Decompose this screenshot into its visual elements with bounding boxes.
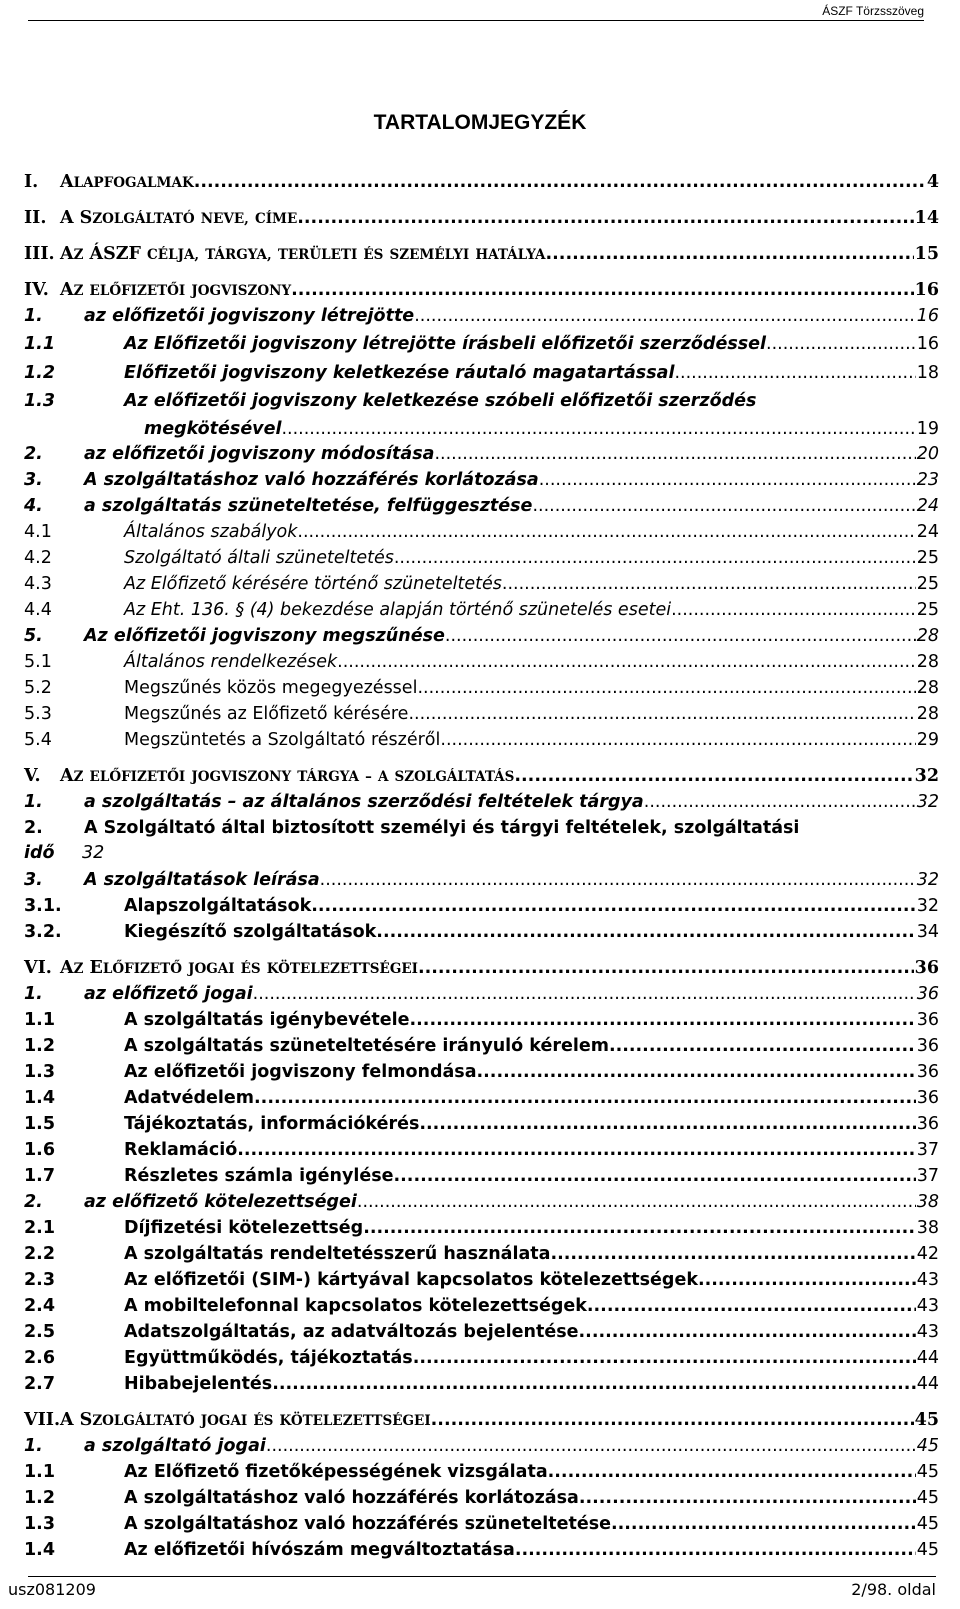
toc-entry[interactable] bbox=[24, 1059, 939, 1085]
toc-entry-title: Az előfizetői jogviszony megszűnése bbox=[84, 626, 445, 646]
toc-entry[interactable] bbox=[24, 1407, 939, 1433]
toc-entry[interactable] bbox=[24, 545, 939, 571]
toc-leader-dots bbox=[550, 1241, 915, 1267]
toc-entry-number: 2.2 bbox=[24, 1244, 56, 1264]
toc-entry-title: AZ ÁSZF CÉLJA, TÁRGYA, TERÜLETI ÉS SZEMÉLYI HATÁLYA bbox=[60, 244, 546, 264]
toc-entry[interactable] bbox=[24, 277, 939, 303]
toc-leader-dots bbox=[546, 241, 914, 267]
toc-leader-dots bbox=[609, 1033, 916, 1059]
toc-entry-number: 3.1. bbox=[24, 896, 62, 916]
toc-entry-number: III. bbox=[24, 244, 55, 264]
toc-entry-title: az előfizetői jogviszony módosítása bbox=[84, 444, 435, 464]
toc-entry-number: 1. bbox=[24, 984, 43, 1004]
toc-leader-dots bbox=[266, 1433, 916, 1459]
toc-entry-page: 36 bbox=[916, 1114, 939, 1134]
toc-entry-number: 5.3 bbox=[24, 704, 52, 724]
toc-entry[interactable] bbox=[24, 1111, 939, 1137]
toc-entry[interactable] bbox=[24, 623, 939, 649]
toc-entry-page: 45 bbox=[916, 1540, 939, 1560]
toc-entry-number: II. bbox=[24, 208, 47, 228]
toc-entry-title: A szolgáltatáshoz való hozzáférés korlátozása bbox=[84, 470, 539, 490]
toc-entry[interactable] bbox=[24, 1511, 939, 1537]
toc-leader-dots bbox=[410, 1007, 916, 1033]
toc-entry[interactable] bbox=[24, 388, 939, 414]
toc-entry-number: 1.2 bbox=[24, 1488, 56, 1508]
toc-entry[interactable] bbox=[24, 467, 939, 493]
toc-entry-number: 3.2. bbox=[24, 922, 62, 942]
toc-entry[interactable] bbox=[24, 867, 939, 893]
toc-entry-page: 28 bbox=[916, 652, 939, 672]
toc-entry-title: Adatszolgáltatás, az adatváltozás bejelentése bbox=[124, 1322, 579, 1342]
toc-entry-number: 1. bbox=[24, 792, 43, 812]
toc-entry[interactable] bbox=[24, 360, 939, 386]
toc-leader-dots bbox=[587, 1293, 916, 1319]
toc-entry-number: IV. bbox=[24, 280, 49, 300]
toc-entry-number: 3. bbox=[24, 870, 43, 890]
toc-entry-number: 1.3 bbox=[24, 1062, 56, 1082]
toc-entry-title: ALAPFOGALMAK bbox=[60, 172, 194, 192]
toc-entry-page: 16 bbox=[914, 280, 939, 300]
toc-entry-page: 45 bbox=[914, 1410, 939, 1430]
toc-entry-number: V. bbox=[24, 766, 41, 786]
toc-entry-page: 45 bbox=[916, 1462, 939, 1482]
page-number: 2/98. oldal bbox=[851, 1580, 936, 1599]
page-title: TARTALOMJEGYZÉK bbox=[373, 111, 587, 134]
toc-entry-page: 24 bbox=[916, 522, 939, 542]
toc-entry-title: AZ ELŐFIZETŐ JOGAI ÉS KÖTELEZETTSÉGEI bbox=[60, 958, 418, 978]
toc-entry-title: a szolgáltató jogai bbox=[84, 1436, 266, 1456]
toc-entry[interactable] bbox=[24, 169, 939, 195]
toc-entry-number: 4.4 bbox=[24, 600, 52, 620]
toc-entry[interactable] bbox=[24, 893, 939, 919]
toc-entry-title: a szolgáltatás szüneteltetése, felfüggesztése bbox=[84, 496, 533, 516]
toc-entry-number: 2.3 bbox=[24, 1270, 56, 1290]
toc-entry-number: 1.4 bbox=[24, 1088, 56, 1108]
toc-entry[interactable] bbox=[24, 1267, 939, 1293]
toc-entry-number: 4.1 bbox=[24, 522, 52, 542]
toc-leader-dots bbox=[311, 893, 915, 919]
toc-entry-page: 44 bbox=[916, 1348, 939, 1368]
toc-entry[interactable] bbox=[24, 1485, 939, 1511]
toc-entry[interactable] bbox=[24, 441, 939, 467]
toc-entry-title: A mobiltelefonnal kapcsolatos kötelezettségek bbox=[124, 1296, 587, 1316]
toc-entry[interactable] bbox=[24, 1085, 939, 1111]
toc-entry-page: 25 bbox=[916, 574, 939, 594]
toc-entry-title: Kiegészítő szolgáltatások bbox=[124, 922, 377, 942]
toc-entry-title: Díjfizetési kötelezettség bbox=[124, 1218, 364, 1238]
toc-leader-dots bbox=[579, 1319, 916, 1345]
toc-leader-dots bbox=[254, 1085, 916, 1111]
toc-entry-title: AZ ELŐFIZETŐI JOGVISZONY TÁRGYA – A SZOLGÁLTATÁS bbox=[60, 766, 515, 786]
toc-entry-title: AZ ELŐFIZETŐI JOGVISZONY bbox=[60, 280, 292, 300]
toc-entry-number: 5.4 bbox=[24, 730, 52, 750]
toc-entry-number: VI. bbox=[24, 958, 52, 978]
toc-entry-page: 32 bbox=[916, 792, 939, 812]
toc-entry[interactable] bbox=[24, 241, 939, 267]
toc-leader-dots bbox=[363, 1215, 916, 1241]
toc-leader-dots bbox=[671, 597, 916, 623]
toc-entry-number: 1.6 bbox=[24, 1140, 56, 1160]
toc-leader-dots bbox=[419, 1111, 915, 1137]
toc-entry-page: 28 bbox=[916, 626, 939, 646]
toc-entry[interactable] bbox=[24, 1459, 939, 1485]
toc-entry-page: 25 bbox=[916, 548, 939, 568]
toc-leader-dots bbox=[394, 545, 916, 571]
toc-entry-page: 45 bbox=[916, 1514, 939, 1534]
toc-entry[interactable] bbox=[24, 1293, 939, 1319]
toc-entry-number: 2.7 bbox=[24, 1374, 56, 1394]
toc-entry-page: 29 bbox=[916, 730, 939, 750]
toc-entry-title: a szolgáltatás – az általános szerződési feltételek tárgya bbox=[84, 792, 644, 812]
toc-entry-page: 32 bbox=[916, 896, 939, 916]
toc-entry[interactable] bbox=[24, 649, 939, 675]
toc-entry-title: Hibabejelentés bbox=[124, 1374, 273, 1394]
toc-entry-page: 14 bbox=[914, 208, 939, 228]
page-footer bbox=[0, 1576, 960, 1602]
toc-leader-dots bbox=[291, 277, 913, 303]
toc-entry-number: 4.3 bbox=[24, 574, 52, 594]
toc-entry-number: 1.3 bbox=[24, 1514, 56, 1534]
toc-entry-title: A szolgáltatáshoz való hozzáférés korlátozása bbox=[124, 1488, 579, 1508]
toc-entry-page: 36 bbox=[916, 1062, 939, 1082]
toc-entry[interactable] bbox=[24, 763, 939, 789]
toc-entry-number: 2.6 bbox=[24, 1348, 56, 1368]
toc-entry-title: Az Előfizető kérésére történő szüneteltetés bbox=[124, 574, 502, 594]
toc-entry-page: 43 bbox=[916, 1270, 939, 1290]
toc-entry-title: az előfizető jogai bbox=[84, 984, 253, 1004]
toc-entry-title: A SZOLGÁLTATÓ JOGAI ÉS KÖTELEZETTSÉGEI bbox=[60, 1410, 431, 1430]
toc-entry-page: 18 bbox=[916, 363, 939, 383]
toc-entry-title: Részletes számla igénylése bbox=[124, 1166, 394, 1186]
toc-entry[interactable] bbox=[24, 981, 939, 1007]
toc-leader-dots bbox=[611, 1511, 916, 1537]
toc-entry-title: A szolgáltatások leírása bbox=[84, 870, 320, 890]
toc-entry-title: A szolgáltatás igénybevétele bbox=[124, 1010, 410, 1030]
toc-entry-title: Az Eht. 136. § (4) bekezdése alapján történő szünetelés esetei bbox=[124, 600, 672, 620]
toc-entry-number: 1.1 bbox=[24, 1462, 56, 1482]
toc-entry-number: 2.4 bbox=[24, 1296, 56, 1316]
toc-entry-page: 37 bbox=[916, 1140, 939, 1160]
toc-entry-number: I. bbox=[24, 172, 39, 192]
toc-entry[interactable] bbox=[24, 1319, 939, 1345]
toc-entry-page: 45 bbox=[916, 1436, 939, 1456]
toc-leader-dots bbox=[502, 571, 916, 597]
toc-entry-number: 4.2 bbox=[24, 548, 52, 568]
toc-entry-page: 38 bbox=[916, 1218, 939, 1238]
toc-entry-title: az előfizetői jogviszony létrejötte bbox=[84, 306, 415, 326]
toc-leader-dots bbox=[414, 303, 916, 329]
toc-entry-number: 2. bbox=[24, 444, 43, 464]
toc-leader-dots bbox=[297, 205, 913, 231]
toc-leader-dots bbox=[514, 763, 913, 789]
footer-rule bbox=[28, 1576, 936, 1577]
toc-entry-title: Az előfizetői (SIM-) kártyával kapcsolatos kötelezettségek bbox=[124, 1270, 698, 1290]
toc-entry-page: 38 bbox=[916, 1192, 939, 1212]
toc-entry-number: 2.5 bbox=[24, 1322, 56, 1342]
document-id: usz081209 bbox=[8, 1580, 96, 1599]
toc-entry-page: 15 bbox=[914, 244, 939, 264]
toc-entry-title: A SZOLGÁLTATÓ NEVE, CÍME bbox=[60, 208, 298, 228]
toc-leader-dots bbox=[644, 789, 916, 815]
toc-entry[interactable] bbox=[24, 416, 939, 442]
toc-entry-title: Az előfizetői jogviszony keletkezése szóbeli előfizetői szerződés bbox=[124, 391, 757, 411]
toc-leader-dots bbox=[418, 955, 914, 981]
toc-leader-dots bbox=[297, 519, 915, 545]
toc-entry-number: idő bbox=[24, 843, 55, 863]
toc-entry-page: 34 bbox=[916, 922, 939, 942]
toc-leader-dots bbox=[674, 360, 915, 386]
toc-entry-title: megkötésével bbox=[144, 419, 282, 439]
toc-entry-page: 36 bbox=[916, 1088, 939, 1108]
toc-leader-dots bbox=[408, 701, 915, 727]
toc-entry[interactable] bbox=[24, 1241, 939, 1267]
toc-entry[interactable] bbox=[24, 955, 939, 981]
toc-leader-dots bbox=[477, 1059, 916, 1085]
toc-leader-dots bbox=[579, 1485, 916, 1511]
toc-entry-number: 4. bbox=[24, 496, 43, 516]
toc-leader-dots bbox=[440, 727, 915, 753]
toc-entry-title: Általános szabályok bbox=[124, 522, 298, 542]
toc-entry[interactable] bbox=[24, 1033, 939, 1059]
toc-entry-title: Általános rendelkezések bbox=[124, 652, 338, 672]
toc-leader-dots bbox=[539, 467, 916, 493]
toc-entry-title: Megszűnés közös megegyezéssel bbox=[124, 678, 418, 698]
toc-entry-number: 1.7 bbox=[24, 1166, 56, 1186]
toc-leader-dots bbox=[532, 493, 915, 519]
toc-entry-number: 1.4 bbox=[24, 1540, 56, 1560]
toc-entry-number: 3. bbox=[24, 470, 43, 490]
toc-entry-number: 1. bbox=[24, 306, 43, 326]
toc-entry-number: 1.2 bbox=[24, 1036, 56, 1056]
toc-leader-dots bbox=[376, 919, 915, 945]
toc-entry-page: 36 bbox=[914, 958, 939, 978]
toc-entry-number: 1.3 bbox=[24, 391, 56, 411]
toc-entry-page: 32 bbox=[916, 870, 939, 890]
toc-entry[interactable] bbox=[24, 519, 939, 545]
toc-entry-page: 36 bbox=[916, 1010, 939, 1030]
toc-entry[interactable] bbox=[24, 919, 939, 945]
toc-entry[interactable] bbox=[24, 1537, 939, 1563]
toc-leader-dots bbox=[194, 169, 926, 195]
toc-entry-page: 32 bbox=[914, 766, 939, 786]
toc-leader-dots bbox=[272, 1371, 915, 1397]
toc-leader-dots bbox=[417, 675, 915, 701]
toc-leader-dots bbox=[337, 649, 916, 675]
toc-entry-page: 42 bbox=[916, 1244, 939, 1264]
toc-entry[interactable] bbox=[24, 205, 939, 231]
toc-entry-title: Szolgáltató általi szüneteltetés bbox=[124, 548, 394, 568]
toc-entry[interactable] bbox=[24, 789, 939, 815]
toc-entry-page: 32 bbox=[82, 843, 105, 863]
toc-entry-number: 1. bbox=[24, 1436, 43, 1456]
toc-entry-page: 36 bbox=[916, 1036, 939, 1056]
toc-entry[interactable] bbox=[24, 1189, 939, 1215]
toc-entry[interactable] bbox=[24, 493, 939, 519]
toc-leader-dots bbox=[413, 1345, 916, 1371]
toc-entry[interactable] bbox=[24, 1007, 939, 1033]
toc-leader-dots bbox=[431, 1407, 914, 1433]
toc-entry[interactable] bbox=[24, 1433, 939, 1459]
toc-leader-dots bbox=[548, 1459, 916, 1485]
toc-entry-number: 2. bbox=[24, 818, 43, 838]
toc-entry[interactable] bbox=[24, 1371, 939, 1397]
toc-entry[interactable] bbox=[24, 815, 939, 841]
toc-entry-number: VII. bbox=[24, 1410, 61, 1430]
toc-leader-dots bbox=[281, 416, 915, 442]
toc-entry-page: 44 bbox=[916, 1374, 939, 1394]
toc-entry[interactable] bbox=[24, 675, 939, 701]
toc-entry-page: 16 bbox=[916, 306, 939, 326]
toc-leader-dots bbox=[394, 1163, 916, 1189]
toc-entry-title: Előfizetői jogviszony keletkezése ráutaló magatartással bbox=[124, 363, 675, 383]
toc-leader-dots bbox=[237, 1137, 915, 1163]
toc-entry-title: Megszüntetés a Szolgáltató részéről bbox=[124, 730, 441, 750]
toc-entry-number: 5.2 bbox=[24, 678, 52, 698]
toc-entry-page: 43 bbox=[916, 1322, 939, 1342]
toc-entry-number: 1.1 bbox=[24, 334, 56, 354]
toc-entry[interactable] bbox=[24, 303, 939, 329]
toc-entry-number: 2. bbox=[24, 1192, 43, 1212]
toc-entry-page: 24 bbox=[916, 496, 939, 516]
toc-entry[interactable] bbox=[24, 727, 939, 753]
toc-entry-title: Együttműködés, tájékoztatás bbox=[124, 1348, 413, 1368]
toc-entry-page: 16 bbox=[916, 334, 939, 354]
toc-entry-number: 5. bbox=[24, 626, 43, 646]
toc-leader-dots bbox=[357, 1189, 916, 1215]
toc-leader-dots bbox=[515, 1537, 916, 1563]
toc-entry-title: Tájékoztatás, információkérés bbox=[124, 1114, 420, 1134]
toc-entry-title: A szolgáltatás szüneteltetésére irányuló kérelem bbox=[124, 1036, 609, 1056]
toc-entry[interactable] bbox=[24, 571, 939, 597]
toc-entry[interactable] bbox=[24, 840, 939, 866]
toc-leader-dots bbox=[698, 1267, 916, 1293]
toc-entry-page: 28 bbox=[916, 678, 939, 698]
toc-entry[interactable] bbox=[24, 331, 939, 357]
toc-entry-title: Megszűnés az Előfizető kérésére bbox=[124, 704, 409, 724]
toc-entry-page: 20 bbox=[916, 444, 939, 464]
toc-entry[interactable] bbox=[24, 1345, 939, 1371]
toc-entry-title: A Szolgáltató által biztosított személyi és tárgyi feltételek, szolgáltatási bbox=[84, 818, 800, 838]
toc-entry[interactable] bbox=[24, 1163, 939, 1189]
toc-leader-dots bbox=[253, 981, 916, 1007]
toc-entry-page: 19 bbox=[916, 419, 939, 439]
toc-entry-number: 1.2 bbox=[24, 363, 56, 383]
toc-entry-page: 36 bbox=[916, 984, 939, 1004]
toc-entry-page: 37 bbox=[916, 1166, 939, 1186]
toc-entry-title: Alapszolgáltatások bbox=[124, 896, 312, 916]
toc-entry-title: Adatvédelem bbox=[124, 1088, 255, 1108]
toc-entry-title: Az Előfizetői jogviszony létrejötte írásbeli előfizetői szerződéssel bbox=[124, 334, 767, 354]
toc-entry[interactable] bbox=[24, 701, 939, 727]
header-text: ÁSZF Törzsszöveg bbox=[822, 4, 924, 18]
toc-entry-number: 1.5 bbox=[24, 1114, 56, 1134]
toc-entry-page: 43 bbox=[916, 1296, 939, 1316]
toc-entry[interactable] bbox=[24, 597, 939, 623]
toc-entry-title: Az előfizetői hívószám megváltoztatása bbox=[124, 1540, 515, 1560]
toc-entry-number: 1.1 bbox=[24, 1010, 56, 1030]
toc-entry-title: A szolgáltatás rendeltetésszerű használata bbox=[124, 1244, 551, 1264]
toc-entry[interactable] bbox=[24, 1215, 939, 1241]
toc-leader-dots bbox=[766, 331, 916, 357]
toc-entry-number: 5.1 bbox=[24, 652, 52, 672]
toc-entry-page: 23 bbox=[916, 470, 939, 490]
toc-entry-page: 45 bbox=[916, 1488, 939, 1508]
toc-leader-dots bbox=[320, 867, 916, 893]
toc-entry-page: 28 bbox=[916, 704, 939, 724]
toc-entry-page: 25 bbox=[916, 600, 939, 620]
toc-entry-title: A szolgáltatáshoz való hozzáférés szüneteltetése bbox=[124, 1514, 611, 1534]
toc-entry-title: Az előfizetői jogviszony felmondása bbox=[124, 1062, 477, 1082]
toc-entry-page: 4 bbox=[926, 172, 939, 192]
toc-entry-title: Reklamáció bbox=[124, 1140, 238, 1160]
toc-entry[interactable] bbox=[24, 1137, 939, 1163]
toc-entry-number: 2.1 bbox=[24, 1218, 56, 1238]
toc-entry-title: az előfizető kötelezettségei bbox=[84, 1192, 357, 1212]
toc-leader-dots bbox=[434, 441, 915, 467]
toc-entry-title: Az Előfizető fizetőképességének vizsgálata bbox=[124, 1462, 548, 1482]
toc-leader-dots bbox=[445, 623, 916, 649]
